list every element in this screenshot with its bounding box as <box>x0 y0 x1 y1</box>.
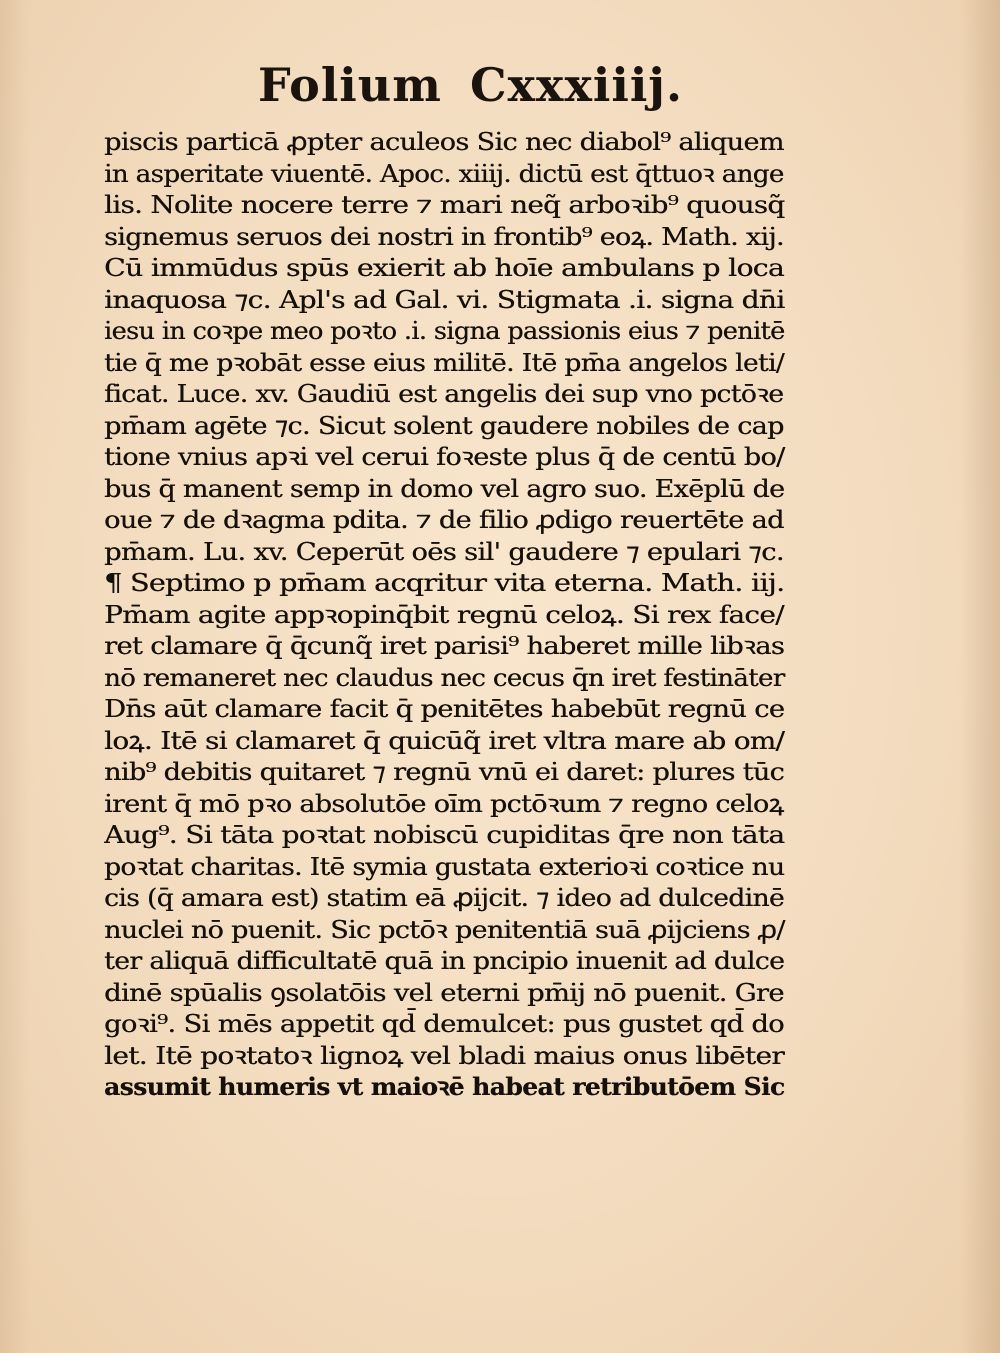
text-line: oue ⁊ de dꝛagma pdita. ⁊ de filio ꝓdigo reuertēte ad <box>104 505 784 534</box>
text-line: pm̄am. Lu. xv. Ceperūt oēs sil' gaudere ⁊ epulari ⁊c. <box>104 536 784 566</box>
text-line: tie q̄ me pꝛobāt esse eius militē. Itē pm̄a angelos leti/ <box>104 347 785 377</box>
text-line: inaquosa ⁊c. Apl's ad Gal. vi. Stigmata .i. signa dn̄i <box>104 284 785 314</box>
text-line: poꝛtat charitas. Itē symia gustata exterioꝛi coꝛtice nu <box>104 851 785 881</box>
text-line: cis (q̄ amara est) statim eā ꝓijcit. ⁊ ideo ad dulcedinē <box>104 883 784 912</box>
text-line: ret clamare q̄ q̄cunq̃ iret parisi⁹ haberet mille libꝛas <box>104 631 785 660</box>
text-line: ¶ Septimo p pm̄am acqritur vita eterna. Math. iij. <box>104 568 785 597</box>
text-line: let. Itē poꝛtatoꝛ lignoꝝ vel bladi maius onus libēter <box>104 1040 784 1070</box>
text-line: in asperitate viuentē. Apoc. xiiij. dictū est q̄ttuoꝛ ange <box>104 158 784 188</box>
text-line: bus q̄ manent semp in domo vel agro suo. Exēplū de <box>104 473 785 503</box>
text-line: ficat. Luce. xv. Gaudiū est angelis dei sup vno pctōꝛe <box>104 379 784 408</box>
text-line: Dn̄s aūt clamare facit q̄ penitētes habebūt regnū ce <box>104 694 785 723</box>
text-line: Pm̄am agite appꝛopinq̄bit regnū celoꝝ. Si rex face/ <box>104 599 784 629</box>
text-line: nō remaneret nec claudus nec cecus q̄n iret festināter <box>104 662 785 692</box>
page-gutter-shadow <box>0 0 30 1353</box>
text-line: piscis particā ꝓpter aculeos Sic nec diabol⁹ aliquem <box>104 127 784 156</box>
text-line: tione vnius apꝛi vel cerui foꝛeste plus q̄ de centū bo/ <box>104 442 785 471</box>
text-line: Cū immūdus spūs exierit ab hoīe ambulans p loca <box>104 253 784 282</box>
header-folium: Folium <box>258 58 442 112</box>
text-line: iesu in coꝛpe meo poꝛto .i. signa passionis eius ⁊ penitē <box>104 316 785 345</box>
text-line: nib⁹ debitis quitaret ⁊ regnū vnū ei daret: plures tūc <box>104 757 785 786</box>
text-line: assumit humeris vt maioꝛē habeat retributōem Sic <box>104 1072 785 1101</box>
page-edge-shadow <box>960 0 1000 1353</box>
text-line: goꝛi⁹. Si mēs appetit qd̄ demulcet: pus gustet qd̄ do <box>104 1009 784 1038</box>
text-line: loꝝ. Itē si clamaret q̄ quicūq̃ iret vltra mare ab om/ <box>104 725 785 755</box>
text-line: dinē spūalis ꝯsolatōis vel eterni pm̄ij nō puenit. Gre <box>104 977 784 1007</box>
text-line: signemus seruos dei nostri in frontib⁹ eoꝝ. Math. xij. <box>104 221 784 251</box>
text-line: ter aliquā difficultatē quā in pncipio inuenit ad dulce <box>104 946 785 975</box>
header-folio-number: Cxxxiiij. <box>470 58 683 112</box>
text-line: pm̄am agēte ⁊c. Sicut solent gaudere nobiles de cap <box>104 410 784 440</box>
body-text <box>104 126 794 1103</box>
text-line: Aug⁹. Si tāta poꝛtat nobiscū cupiditas q̄re non tāta <box>104 820 785 849</box>
text-line: irent q̄ mō pꝛo absolutōe oīm pctōꝛum ⁊ regno celoꝝ <box>104 788 784 818</box>
text-line: nuclei nō puenit. Sic pctōꝛ penitentiā suā ꝓijciens ꝓ/ <box>104 914 785 944</box>
page-header <box>258 58 683 122</box>
text-line: lis. Nolite nocere terre ⁊ mari neq̃ arboꝛib⁹ quousq̃ <box>104 190 785 219</box>
